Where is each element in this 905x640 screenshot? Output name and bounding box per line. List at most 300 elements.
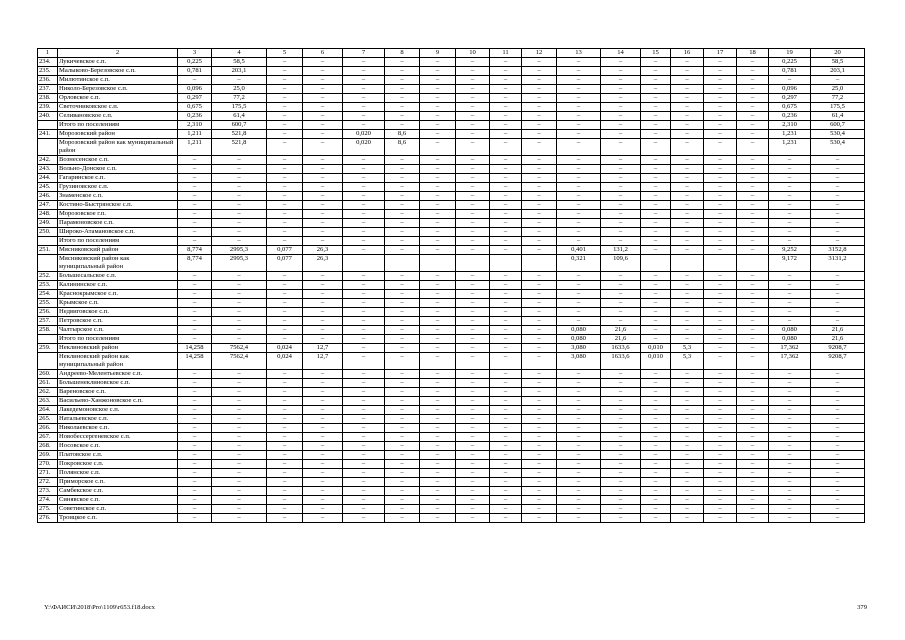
table-cell: – [704, 165, 737, 174]
table-cell: – [456, 442, 490, 451]
table-cell: – [641, 397, 671, 406]
table-cell: – [557, 308, 601, 317]
table-cell: 17,362 [769, 353, 811, 370]
table-cell: 0,080 [557, 335, 601, 344]
table-cell: – [811, 514, 865, 523]
table-cell: – [456, 370, 490, 379]
table-cell: 9208,7 [811, 353, 865, 370]
table-cell: – [385, 487, 420, 496]
table-cell: – [267, 505, 303, 514]
table-cell: – [456, 103, 490, 112]
footer-file-path: Y:\ФАИСИ\2018\Pro\1109\r653.f18.docx [44, 604, 155, 611]
table-cell: – [557, 451, 601, 460]
table-cell: 9,172 [769, 255, 811, 272]
table-cell: – [490, 388, 522, 397]
table-cell: – [420, 281, 456, 290]
table-cell: – [769, 237, 811, 246]
table-cell: – [212, 335, 267, 344]
table-cell: – [671, 433, 704, 442]
table-cell: – [420, 496, 456, 505]
table-cell: – [522, 156, 557, 165]
table-cell: – [303, 112, 343, 121]
table-cell: – [178, 487, 212, 496]
table-cell: – [704, 192, 737, 201]
row-name: Грузиновское с.п. [58, 183, 178, 192]
table-cell: – [178, 290, 212, 299]
table-cell: – [557, 433, 601, 442]
table-cell: – [737, 460, 769, 469]
table-cell: – [456, 326, 490, 335]
table-cell: – [704, 379, 737, 388]
table-cell: – [456, 281, 490, 290]
table-cell: – [212, 281, 267, 290]
table-cell: – [343, 496, 385, 505]
table-cell: – [178, 219, 212, 228]
table-cell: – [456, 121, 490, 130]
table-cell: 21,6 [811, 335, 865, 344]
table-cell: – [704, 201, 737, 210]
table-cell: 8,774 [178, 255, 212, 272]
table-cell: – [737, 514, 769, 523]
table-cell: – [420, 76, 456, 85]
table-cell: – [343, 353, 385, 370]
row-name: Парамоновское с.п. [58, 219, 178, 228]
table-cell: – [704, 103, 737, 112]
table-cell: – [641, 201, 671, 210]
table-cell [671, 255, 704, 272]
table-cell: – [704, 406, 737, 415]
table-cell: – [178, 210, 212, 219]
table-cell: – [737, 76, 769, 85]
table-cell: – [385, 290, 420, 299]
table-cell: – [456, 317, 490, 326]
row-name: Малыково-Березовское с.п. [58, 67, 178, 76]
table-cell: 0,297 [178, 94, 212, 103]
table-cell: – [641, 308, 671, 317]
table-cell: – [178, 478, 212, 487]
table-cell: 9208,7 [811, 344, 865, 353]
table-cell: 0,781 [178, 67, 212, 76]
table-cell: – [385, 272, 420, 281]
table-cell: – [671, 478, 704, 487]
table-cell: – [178, 192, 212, 201]
table-row [38, 210, 865, 219]
table-cell: – [811, 433, 865, 442]
row-name: Неклиновский район как муниципальный район [58, 353, 178, 370]
row-name: Мясниковский район как муниципальный район [58, 255, 178, 272]
table-cell: – [456, 183, 490, 192]
table-cell: – [343, 156, 385, 165]
table-cell: – [343, 210, 385, 219]
table-cell: – [811, 308, 865, 317]
table-cell: – [522, 67, 557, 76]
table-row [38, 478, 865, 487]
table-cell: – [303, 370, 343, 379]
table-cell: – [490, 344, 522, 353]
table-cell: – [178, 388, 212, 397]
table-cell: – [557, 201, 601, 210]
table-cell: – [737, 478, 769, 487]
table-cell: – [737, 165, 769, 174]
table-row [38, 388, 865, 397]
table-cell: – [671, 451, 704, 460]
table-row [38, 290, 865, 299]
table-cell: – [601, 272, 641, 281]
table-cell: 61,4 [811, 112, 865, 121]
table-cell: – [522, 121, 557, 130]
table-cell: – [601, 192, 641, 201]
table-cell: – [303, 272, 343, 281]
row-number: 240. [38, 112, 58, 121]
table-cell: – [212, 514, 267, 523]
table-cell: 0,080 [769, 326, 811, 335]
table-cell: – [420, 469, 456, 478]
table-cell: – [522, 370, 557, 379]
table-cell: – [267, 299, 303, 308]
table-cell: – [456, 228, 490, 237]
table-cell: – [385, 156, 420, 165]
table-cell: – [557, 85, 601, 94]
table-cell: – [385, 415, 420, 424]
table-cell: – [456, 94, 490, 103]
row-number: 249. [38, 219, 58, 228]
table-row [38, 353, 865, 370]
table-cell: – [456, 308, 490, 317]
table-cell: – [671, 326, 704, 335]
table-cell: – [601, 94, 641, 103]
row-name: Итого по поселениям [58, 335, 178, 344]
table-cell: – [557, 487, 601, 496]
table-cell: – [303, 58, 343, 67]
row-number: 243. [38, 165, 58, 174]
table-cell: – [267, 460, 303, 469]
table-cell: – [490, 130, 522, 139]
row-name: Светочниковское с.п. [58, 103, 178, 112]
table-cell: – [343, 460, 385, 469]
table-cell: – [811, 272, 865, 281]
table-cell: – [704, 514, 737, 523]
table-cell: – [420, 424, 456, 433]
table-cell: – [385, 496, 420, 505]
row-name: Платовское с.п. [58, 451, 178, 460]
row-number: 265. [38, 415, 58, 424]
table-cell [522, 255, 557, 272]
table-cell: – [490, 76, 522, 85]
table-cell: – [522, 174, 557, 183]
table-cell: – [522, 344, 557, 353]
table-cell: – [212, 424, 267, 433]
row-name: Новобессергеневское с.п. [58, 433, 178, 442]
table-cell: – [456, 469, 490, 478]
table-cell: – [601, 112, 641, 121]
table-cell: – [490, 505, 522, 514]
row-name: Николо-Березовское с.п. [58, 85, 178, 94]
table-cell: 109,6 [601, 255, 641, 272]
table-cell: – [704, 487, 737, 496]
table-row [38, 174, 865, 183]
table-cell: – [769, 76, 811, 85]
table-cell: – [704, 317, 737, 326]
table-cell: – [522, 496, 557, 505]
table-cell: – [737, 379, 769, 388]
table-cell: – [522, 326, 557, 335]
table-cell: 7562,4 [212, 353, 267, 370]
table-cell: – [811, 451, 865, 460]
table-cell: – [420, 272, 456, 281]
table-cell: – [178, 370, 212, 379]
table-cell: – [671, 183, 704, 192]
table-row [38, 219, 865, 228]
table-cell: – [811, 219, 865, 228]
table-cell: – [641, 58, 671, 67]
table-cell: – [704, 478, 737, 487]
table-cell: – [704, 130, 737, 139]
table-cell: – [420, 219, 456, 228]
table-cell: – [456, 139, 490, 156]
table-cell: – [704, 344, 737, 353]
table-cell: 600,7 [212, 121, 267, 130]
table-cell: – [601, 406, 641, 415]
table-cell: – [671, 406, 704, 415]
table-cell: – [303, 290, 343, 299]
table-cell: 0,236 [769, 112, 811, 121]
table-cell: – [267, 290, 303, 299]
row-number [38, 139, 58, 156]
table-cell: – [267, 326, 303, 335]
column-header: 16 [671, 49, 704, 58]
table-cell: – [769, 505, 811, 514]
table-cell: – [671, 370, 704, 379]
table-cell: – [303, 451, 343, 460]
table-cell: – [671, 424, 704, 433]
row-number: 271. [38, 469, 58, 478]
table-cell: – [737, 156, 769, 165]
table-cell: – [704, 112, 737, 121]
table-cell: – [385, 326, 420, 335]
table-cell: – [303, 317, 343, 326]
row-name: Советинское с.п. [58, 505, 178, 514]
table-cell: – [557, 94, 601, 103]
table-cell: – [303, 469, 343, 478]
table-cell: – [212, 201, 267, 210]
table-cell: 5,3 [671, 353, 704, 370]
column-header: 20 [811, 49, 865, 58]
table-cell: – [557, 192, 601, 201]
table-cell: – [343, 388, 385, 397]
table-row [38, 514, 865, 523]
table-cell: – [557, 379, 601, 388]
table-cell: – [671, 379, 704, 388]
table-cell: – [212, 370, 267, 379]
table-cell: – [490, 246, 522, 255]
table-cell: – [267, 478, 303, 487]
table-cell: – [343, 478, 385, 487]
column-header: 13 [557, 49, 601, 58]
table-cell: – [811, 388, 865, 397]
table-cell: – [522, 478, 557, 487]
table-cell: – [811, 406, 865, 415]
table-cell: – [557, 424, 601, 433]
table-cell: – [178, 201, 212, 210]
table-cell: – [420, 192, 456, 201]
table-cell: – [671, 165, 704, 174]
table-row [38, 165, 865, 174]
table-cell: – [601, 299, 641, 308]
table-cell: – [385, 237, 420, 246]
table-cell: – [212, 299, 267, 308]
table-cell: – [456, 112, 490, 121]
table-cell: – [420, 228, 456, 237]
table-cell: – [343, 514, 385, 523]
table-cell: – [420, 379, 456, 388]
table-cell: – [522, 201, 557, 210]
table-cell: 5,3 [671, 344, 704, 353]
table-cell: – [601, 505, 641, 514]
table-cell: – [490, 228, 522, 237]
table-cell: – [811, 317, 865, 326]
table-cell: – [641, 210, 671, 219]
table-cell: 1633,6 [601, 353, 641, 370]
table-cell: – [490, 290, 522, 299]
row-number [38, 121, 58, 130]
table-cell: – [811, 183, 865, 192]
table-cell: – [303, 487, 343, 496]
table-cell: – [212, 174, 267, 183]
table-cell: – [178, 317, 212, 326]
row-name: Покровское с.п. [58, 460, 178, 469]
table-cell: – [769, 433, 811, 442]
table-cell: – [303, 237, 343, 246]
table-cell: – [420, 487, 456, 496]
table-cell: – [178, 397, 212, 406]
table-row [38, 246, 865, 255]
table-cell: 21,6 [811, 326, 865, 335]
table-cell: – [769, 424, 811, 433]
table-cell: – [522, 165, 557, 174]
table-cell: 0,225 [178, 58, 212, 67]
table-cell: – [178, 469, 212, 478]
table-cell: – [490, 165, 522, 174]
table-cell: – [303, 424, 343, 433]
row-name: Лукичевское с.п. [58, 58, 178, 67]
table-cell: – [601, 130, 641, 139]
table-cell: – [811, 299, 865, 308]
table-cell: – [811, 210, 865, 219]
table-cell: – [385, 103, 420, 112]
table-cell: – [704, 496, 737, 505]
table-cell: – [178, 433, 212, 442]
table-cell: – [704, 433, 737, 442]
table-cell: – [267, 406, 303, 415]
table-cell: – [456, 388, 490, 397]
table-cell: – [601, 308, 641, 317]
row-name: Вареновское с.п. [58, 388, 178, 397]
table-cell: – [641, 281, 671, 290]
table-cell: 0,010 [641, 353, 671, 370]
table-cell: – [601, 156, 641, 165]
table-cell: – [641, 388, 671, 397]
row-name: Васильево-Ханжоновское с.п. [58, 397, 178, 406]
table-cell: – [456, 379, 490, 388]
column-header: 1 [38, 49, 58, 58]
table-cell: 0,401 [557, 246, 601, 255]
table-cell: – [671, 460, 704, 469]
table-cell: – [420, 103, 456, 112]
row-number [38, 353, 58, 370]
table-cell: – [769, 379, 811, 388]
table-cell: – [671, 397, 704, 406]
row-name: Вольно-Донское с.п. [58, 165, 178, 174]
table-cell: – [303, 281, 343, 290]
table-cell: – [490, 139, 522, 156]
table-cell: – [212, 451, 267, 460]
table-cell: – [385, 299, 420, 308]
table-cell: – [178, 505, 212, 514]
row-name: Большесальское с.п. [58, 272, 178, 281]
table-cell: – [671, 85, 704, 94]
table-cell: – [522, 58, 557, 67]
table-cell: – [557, 290, 601, 299]
table-cell: – [557, 272, 601, 281]
table-cell: – [769, 308, 811, 317]
table-cell: 203,1 [811, 67, 865, 76]
table-cell: – [811, 237, 865, 246]
table-cell: – [811, 487, 865, 496]
table-cell: – [303, 460, 343, 469]
table-cell: 12,7 [303, 344, 343, 353]
table-cell: – [737, 353, 769, 370]
table-cell: 530,4 [811, 139, 865, 156]
table-cell: – [737, 370, 769, 379]
table-cell: – [343, 433, 385, 442]
table-cell: – [522, 460, 557, 469]
table-cell: – [601, 514, 641, 523]
table-cell: – [385, 192, 420, 201]
table-cell: – [704, 156, 737, 165]
table-cell: – [267, 210, 303, 219]
table-cell: – [641, 433, 671, 442]
table-cell: – [557, 397, 601, 406]
table-cell: – [303, 442, 343, 451]
table-cell: – [704, 183, 737, 192]
table-cell: – [303, 514, 343, 523]
row-number: 245. [38, 183, 58, 192]
table-cell: – [671, 514, 704, 523]
table-cell: – [769, 478, 811, 487]
row-number: 250. [38, 228, 58, 237]
table-cell: – [522, 299, 557, 308]
row-number: 247. [38, 201, 58, 210]
table-cell: – [601, 469, 641, 478]
table-cell: – [704, 451, 737, 460]
table-cell: – [343, 290, 385, 299]
table-cell: – [769, 192, 811, 201]
table-cell: – [522, 183, 557, 192]
table-cell: – [704, 246, 737, 255]
table-cell: – [490, 183, 522, 192]
table-cell: – [557, 165, 601, 174]
table-cell: – [178, 299, 212, 308]
table-cell: – [811, 460, 865, 469]
table-cell: – [420, 112, 456, 121]
table-cell: – [303, 478, 343, 487]
column-header: 3 [178, 49, 212, 58]
table-cell: – [385, 165, 420, 174]
table-cell: – [557, 415, 601, 424]
table-cell: – [267, 183, 303, 192]
table-cell: – [267, 103, 303, 112]
table-row [38, 424, 865, 433]
